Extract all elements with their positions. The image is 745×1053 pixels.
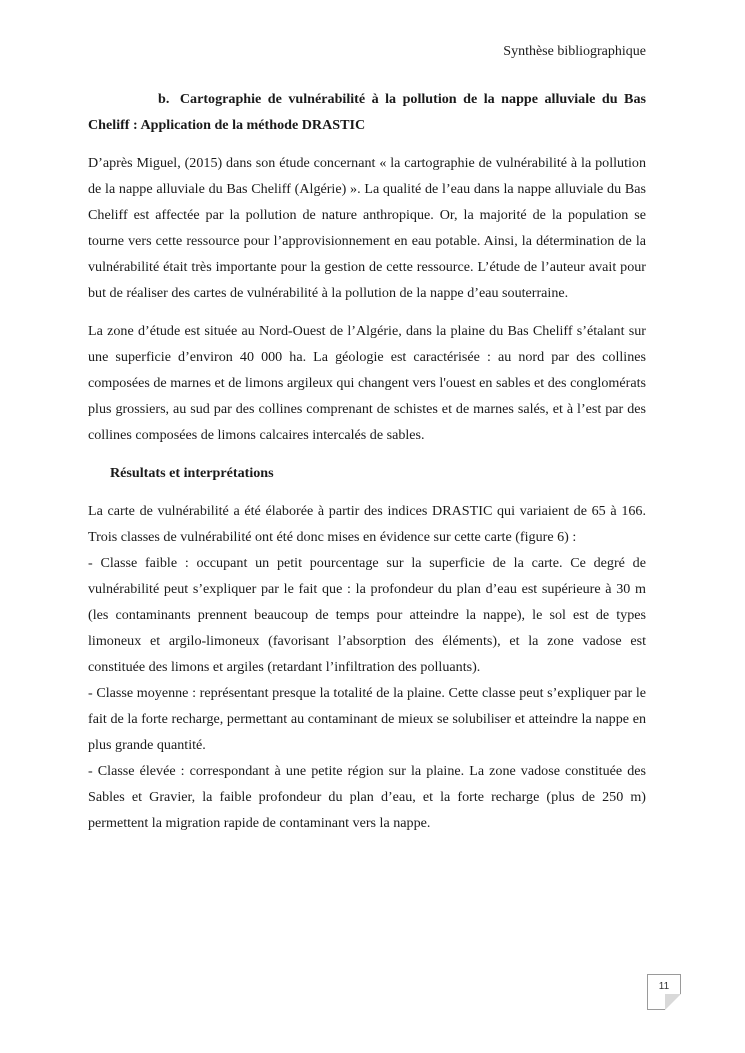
running-header: Synthèse bibliographique xyxy=(503,44,646,59)
results-intro: La carte de vulnérabilité a été élaborée à partir des indices DRASTIC qui variaient de 65 à 166. Trois classes de vulnérabilité ont été donc mises en évidence sur cette carte (figure 6) : xyxy=(88,503,646,545)
class-medium-item: - Classe moyenne : représentant presque la totalité de la plaine. Cette classe peut s’expliquer par le fait de la forte recharge, permettant au contaminant de mieux se solubiliser et atteindre la nappe en plus grande quantité. xyxy=(88,685,646,753)
page-number-box xyxy=(647,974,681,1010)
section-title: Cartographie de vulnérabilité à la pollution de la nappe alluviale du Bas Cheliff : Application de la méthode DRASTIC xyxy=(88,91,646,133)
paragraph-study-area: La zone d’étude est située au Nord-Ouest de l’Algérie, dans la plaine du Bas Cheliff s’étalant sur une superficie d’environ 40 000 ha. La géologie est caractérisée : au nord par des collines composées de marnes et de limons argileux qui changent vers l'ouest en sables et des conglomérats plus grossiers, au sud par des collines comprenant de schistes et de marnes salés, et à l’est par des collines composées de limons calcaires intercalés de sables. xyxy=(88,323,646,443)
page-number: 11 xyxy=(658,981,670,992)
section-number: b. xyxy=(158,91,170,107)
results-heading: Résultats et interprétations xyxy=(110,465,274,481)
page-body xyxy=(88,86,646,836)
section-heading xyxy=(88,86,646,138)
class-low-item: - Classe faible : occupant un petit pourcentage sur la superficie de la carte. Ce degré de vulnérabilité peut s’expliquer par le fait que : la profondeur du plan d’eau est supérieure à 30 m (les contaminants prennent beaucoup de temps pour atteindre la nappe), le sol est de types limoneux et argilo-limoneux (favorisant l’absorption des éléments), et la zone vadose est constituée des limons et argiles (retardant l’infiltration des polluants). xyxy=(88,555,646,675)
paragraph-intro: D’après Miguel, (2015) dans son étude concernant « la cartographie de vulnérabilité à la pollution de la nappe alluviale du Bas Cheliff (Algérie) ». La qualité de l’eau dans la nappe alluviale du Bas Cheliff est affectée par la pollution de nature anthropique. Or, la majorité de la population se tourne vers cette ressource pour l’approvisionnement en eau potable. Ainsi, la détermination de la vulnérabilité était très importante pour la gestion de cette ressource. L’étude de l’auteur avait pour but de réaliser des cartes de vulnérabilité à la pollution de la nappe d’eau souterraine. xyxy=(88,155,646,301)
class-high-item: - Classe élevée : correspondant à une petite région sur la plaine. La zone vadose constituée des Sables et Gravier, la faible profondeur du plan d’eau, et la forte recharge (plus de 250 m) permettent la migration rapide de contaminant vers la nappe. xyxy=(88,763,646,831)
